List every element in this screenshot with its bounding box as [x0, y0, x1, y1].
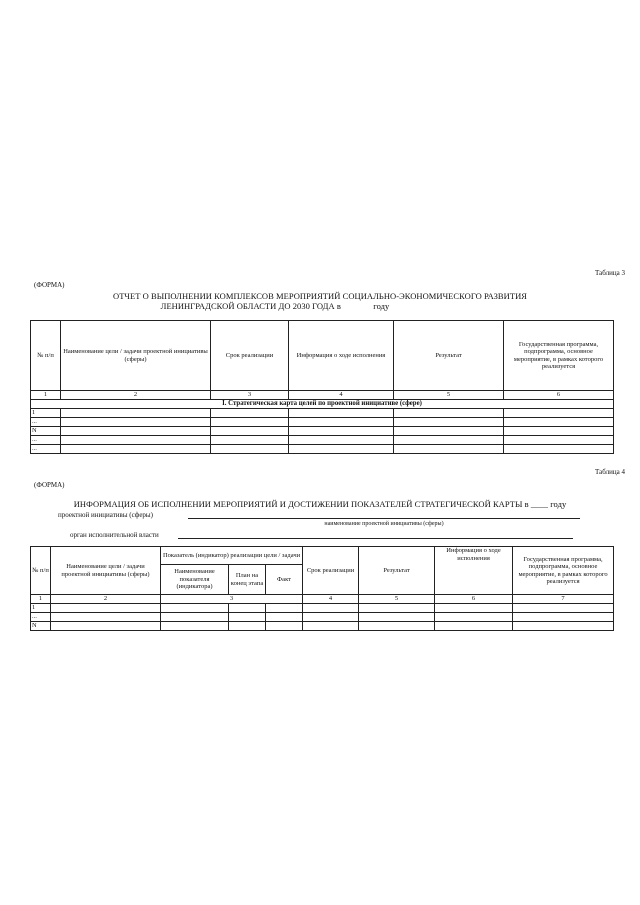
table4-title: ИНФОРМАЦИЯ ОБ ИСПОЛНЕНИИ МЕРОПРИЯТИЙ И ДОСТИЖЕНИИ ПОКАЗАТЕЛЕЙ СТРАТЕГИЧЕСКОЙ КАРТЫ в ____ году: [73, 499, 567, 509]
table4-form-label: (ФОРМА): [34, 481, 65, 489]
table4-row-label: N: [31, 622, 51, 631]
table4-header-result: Результат: [359, 547, 435, 595]
table3-section-row: [31, 400, 614, 409]
table-row: [31, 613, 614, 622]
table3-colnum: 2: [61, 391, 211, 400]
table3-row-label: ...: [31, 436, 61, 445]
table4-header-goal: Наименование цели / задачи проектной инициативы (сферы): [51, 547, 161, 595]
table3-section-title: I. Стратегическая карта целей по проектной инициативе (сфере): [31, 400, 614, 409]
table3: [30, 320, 614, 454]
table-row: [31, 427, 614, 436]
table3-colnum: 3: [211, 391, 289, 400]
table4-header-info: Информация о ходе исполнения: [435, 547, 513, 595]
authority-underline: [178, 538, 573, 539]
table3-label: Таблица 3: [595, 269, 625, 277]
table3-title-line2-wrap: [40, 301, 510, 311]
table4-header-fact: Факт: [266, 565, 303, 595]
table3-row-label: N: [31, 427, 61, 436]
table3-header-info: Информация о ходе исполнения: [289, 321, 394, 391]
table-row: [31, 409, 614, 418]
table4-initiative-label: проектной инициативы (сферы): [58, 511, 153, 519]
table4-header-term: Срок реализации: [303, 547, 359, 595]
table4-row-label: 1: [31, 604, 51, 613]
table3-title-line2: ЛЕНИНГРАДСКОЙ ОБЛАСТИ ДО 2030 ГОДА в: [160, 301, 341, 311]
table4-row-label: ...: [31, 613, 51, 622]
table4-colnum: 7: [513, 595, 614, 604]
table3-row-label: ...: [31, 418, 61, 427]
table4-colnum: 5: [359, 595, 435, 604]
table-row: [31, 418, 614, 427]
table4-header-num: № п/п: [31, 547, 51, 595]
table3-title-line1: ОТЧЕТ О ВЫПОЛНЕНИИ КОМПЛЕКСОВ МЕРОПРИЯТИЙ СОЦИАЛЬНО-ЭКОНОМИЧЕСКОГО РАЗВИТИЯ: [113, 291, 527, 301]
table4-colnum: 6: [435, 595, 513, 604]
table4-colnum: 2: [51, 595, 161, 604]
table4-colnum: 1: [31, 595, 51, 604]
table4-header-row1: [31, 547, 614, 565]
table-row: [31, 436, 614, 445]
table-row: [31, 622, 614, 631]
table3-colnum: 1: [31, 391, 61, 400]
table-row: [31, 445, 614, 454]
table3-title-year: году: [373, 301, 390, 311]
table3-number-row: [31, 391, 614, 400]
table3-form-label: (ФОРМА): [34, 281, 65, 289]
table3-header-term: Срок реализации: [211, 321, 289, 391]
table3-header-result: Результат: [394, 321, 504, 391]
initiative-underline: [188, 518, 580, 519]
table4-number-row: [31, 595, 614, 604]
table3-colnum: 6: [504, 391, 614, 400]
table3-row-label: 1: [31, 409, 61, 418]
table3-header-num: № п/п: [31, 321, 61, 391]
table3-colnum: 4: [289, 391, 394, 400]
table4-header-indicator-name: Наименование показателя (индикатора): [161, 565, 229, 595]
table4: [30, 546, 614, 631]
table4-label: Таблица 4: [595, 468, 625, 476]
table4-authority-label: орган исполнительной власти: [70, 531, 159, 539]
table3-row-label: ...: [31, 445, 61, 454]
table-row: [31, 604, 614, 613]
table4-header-plan: План на конец этапа: [229, 565, 266, 595]
table4-colnum: 4: [303, 595, 359, 604]
table4-header-indicator-group: Показатель (индикатор) реализации цели / задачи: [161, 547, 303, 565]
table4-colnum: 3: [161, 595, 303, 604]
table4-header-program: Государственная программа, подпрограмма, основное мероприятие, в рамках которого реализуется: [513, 547, 614, 595]
table3-header-program: Государственная программа, подпрограмма, основное мероприятие, в рамках которого реализуется: [504, 321, 614, 391]
table3-header-row: [31, 321, 614, 391]
table4-initiative-caption: наименование проектной инициативы (сферы): [324, 521, 444, 527]
table3-colnum: 5: [394, 391, 504, 400]
table3-header-goal: Наименование цели / задачи проектной инициативы (сферы): [61, 321, 211, 391]
